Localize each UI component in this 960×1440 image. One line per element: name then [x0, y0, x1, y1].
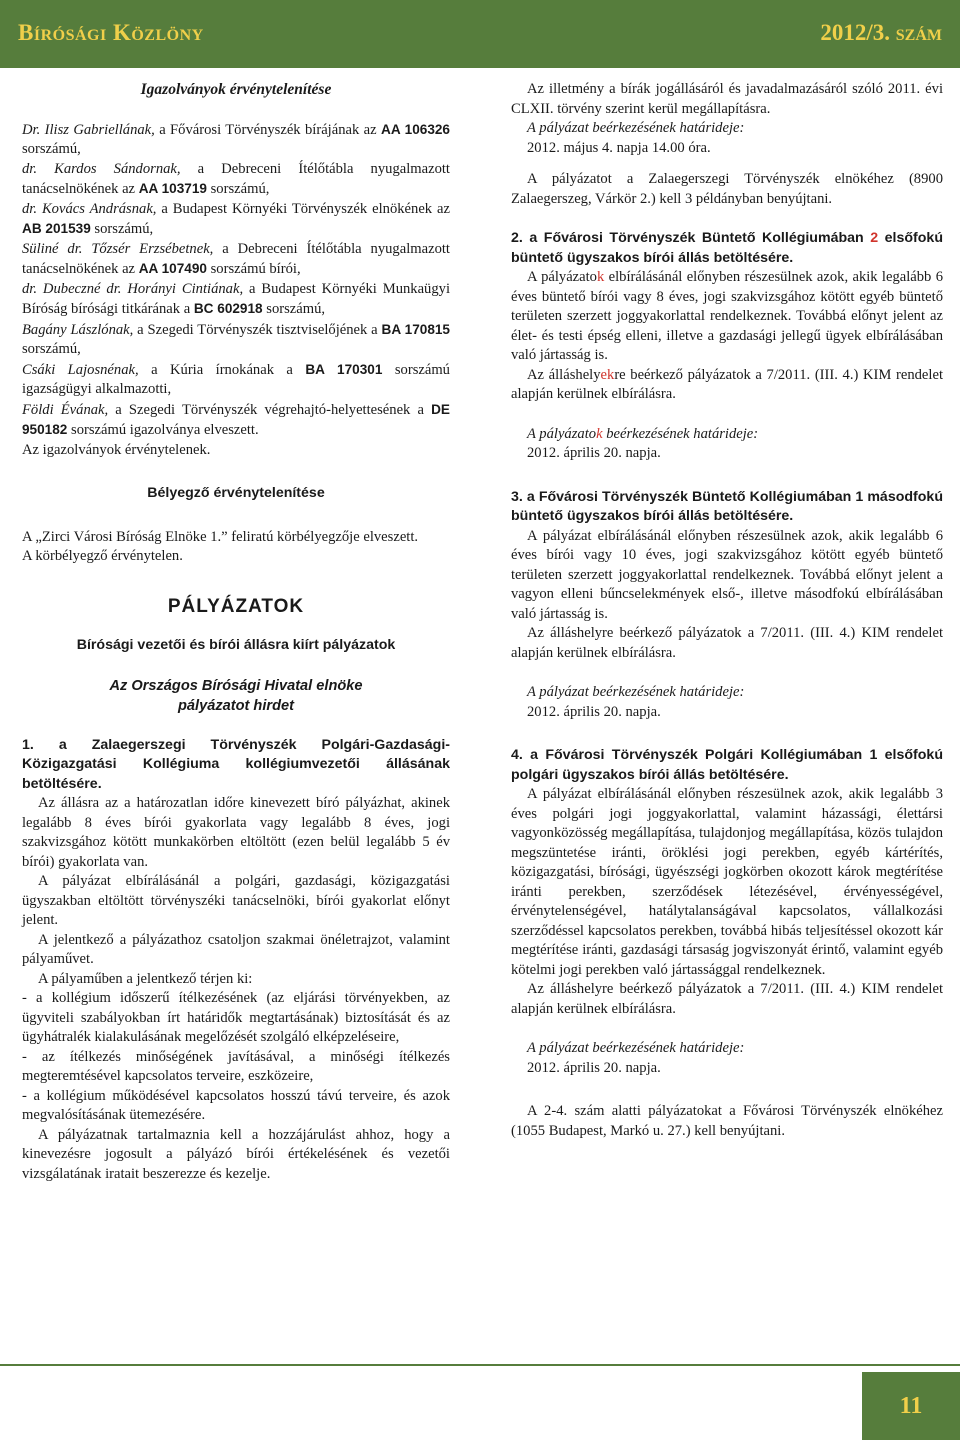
- paragraph: A pályázat elbírálásánál előnyben részesülnek azok, akik legalább 6 éves bírói vagy 10 éves, jogi szakvizsgához kötött egyéb büntető területen szerzett joggyakorlattal rendelkeznek. Továbbá előnyt jelent a vagyon elleni bűncselekmények első-, illetve másodfokú elbírálásában való jártasság is.: [511, 527, 943, 622]
- list-item: - az ítélkezés minőségének javításával, a minőségi ítélkezés megteremtésével kapcsolatos terveire, eszközeire,: [22, 1048, 450, 1084]
- certificate-list: [22, 120, 450, 441]
- issue-word: szám: [895, 20, 942, 45]
- paragraph: Az állásra az a határozatlan időre kinevezett bíró pályázhat, akinek legalább 8 éves bírói gyakorlata vagy legalább 8 éves, jogi szakvizsgához kötött munkakörben eltöltött (ezen belül legalább 5 év bírói) gyakorlata van.: [22, 795, 450, 870]
- palyazatok-subheading: Bírósági vezetői és bírói állásra kiírt pályázatok: [76, 637, 396, 653]
- stamp-invalid-note: A körbélyegző érvénytelen.: [22, 548, 183, 564]
- deadline-value: 2012. április 20. napja.: [527, 445, 661, 461]
- deadline-label: A pályázat beérkezésének határideje:: [527, 684, 745, 700]
- page-header: [0, 0, 960, 68]
- paragraph: A pályázatok elbírálásánál előnyben részesülnek azok, akik legalább 6 éves büntető bírói vagy 8 éves, jogi szakvizsgához kötött egyéb büntető területen szerzett joggyakorlattal rendelkeznek. Továbbá előnyt jelent az élet- és testi épség elleni, illetve a gazdasági jellegű ügyek elbírálásában való jártasság is.: [511, 269, 943, 363]
- certificate-entry: dr. Kardos Sándornak, a Debreceni Ítélőtábla nyugalmazott tanácselnökének az AA 103719 sorszámú,: [22, 160, 450, 197]
- paragraph: Az álláshelyre beérkező pályázatok a 7/2011. (III. 4.) KIM rendelet alapján kerülnek elbírálásra.: [511, 625, 943, 661]
- footer-rule: [0, 1364, 960, 1366]
- issue-number: 2012/3.: [820, 20, 891, 45]
- position-1-title: 1. a Zalaegerszegi Törvényszék Polgári-Gazdasági-Közigazgatási Kollégiuma kollégiumvezetői állásának betöltésére.: [22, 736, 450, 792]
- paragraph: A jelentkező a pályázathoz csatoljon szakmai önéletrajzot, valamint pályaművet.: [22, 931, 450, 967]
- deadline-label: A pályázatok beérkezésének határideje:: [527, 425, 759, 442]
- certificate-entry: Süliné dr. Tőzsér Erzsébetnek, a Debreceni Ítélőtábla nyugalmazott tanácselnökének az AA 107490 sorszámú bírói,: [22, 240, 450, 277]
- deadline-value: 2012. április 20. napja.: [527, 703, 661, 720]
- certificate-entry: Csáki Lajosnénak, a Kúria írnokának a BA 170301 sorszámú igazságügyi alkalmazotti,: [22, 361, 450, 397]
- deadline-label: A pályázat beérkezésének határideje:: [527, 120, 745, 136]
- certificates-invalid-note: Az igazolványok érvénytelenek.: [22, 441, 211, 458]
- deadline-value: 2012. április 20. napja.: [527, 1059, 661, 1076]
- certificate-entry: dr. Kovács Andrásnak, a Budapest Környéki Törvényszék elnökének az AB 201539 sorszámú,: [22, 200, 450, 237]
- deadline-value: 2012. május 4. napja 14.00 óra.: [527, 139, 711, 156]
- paragraph: Az illetmény a bírák jogállásáról és javadalmazásáról szóló 2011. évi CLXII. törvény szerint kerül megállapításra.: [511, 81, 943, 117]
- page-number: 11: [862, 1372, 960, 1440]
- obh-line-1: Az Országos Bírósági Hivatal elnöke: [109, 677, 363, 694]
- certificate-entry: dr. Dubeczné dr. Horányi Cintiának, a Budapest Környéki Munkaügyi Bíróság bírósági titkárának a BC 602918 sorszámú,: [22, 280, 451, 317]
- journal-title: Bírósági Közlöny: [18, 20, 204, 45]
- list-item: - a kollégium működésével kapcsolatos hosszú távú terveire, és azok megvalósításának ütemezésére.: [22, 1087, 450, 1123]
- certificate-entry: Bagány Lászlónak, a Szegedi Törvényszék tisztviselőjének a BA 170815 sorszámú,: [22, 321, 450, 357]
- palyazatok-heading: PÁLYÁZATOK: [167, 595, 305, 617]
- paragraph: A pályaműben a jelentkező térjen ki:: [38, 970, 253, 987]
- stamp-section-title: Bélyegző érvénytelenítése: [147, 485, 325, 501]
- paragraph: A pályázatnak tartalmaznia kell a hozzájárulást ahhoz, hogy a kinevezésre jogosult a pályázó bírói értékelésének és vezetői vizsgálatának iratait beszerezze és kezelje.: [22, 1126, 450, 1182]
- certificate-entry: Dr. Ilisz Gabriellának, a Fővárosi Törvényszék bírájának az AA 106326 sorszámú,: [22, 121, 450, 157]
- list-item: - a kollégium időszerű ítélkezésének (az eljárási törvényekben, az ügyviteli szabályokban írt határidők megtartásának) biztosítását és az ügyhátralék kialakulásának megelőzését szolgáló elképzeléseire,: [22, 990, 450, 1045]
- section-title: Igazolványok érvénytelenítése: [140, 81, 332, 98]
- position-3-title: 3. a Fővárosi Törvényszék Büntető Kollégiumában 1 másodfokú büntető ügyszakos bírói állás betöltésére.: [511, 488, 943, 524]
- certificate-entry: Földi Évának, a Szegedi Törvényszék végrehajtó-helyettesének a DE 950182 sorszámú igazolványa elveszett.: [22, 401, 450, 438]
- deadline-label: A pályázat beérkezésének határideje:: [527, 1040, 745, 1056]
- right-column: [511, 80, 943, 1141]
- paragraph: Az álláshelyekre beérkező pályázatok a 7/2011. (III. 4.) KIM rendelet alapján kerülnek elbírálásra.: [511, 366, 943, 402]
- issue-label: [820, 20, 942, 46]
- paragraph: A pályázatot a Zalaegerszegi Törvényszék elnökéhez (8900 Zalaegerszeg, Várkör 2.) kell 3 példányban benyújtani.: [511, 171, 943, 207]
- obh-line-2: pályázatot hirdet: [178, 697, 294, 714]
- paragraph: A pályázat elbírálásánál előnyben részesülnek azok, akik legalább 3 éves polgári jogi joggyakorlattal, valamint házassági, élettársi vagyonközösség megállapítása, tulajdonjog megállapítása, közös tulajdon megszüntetése iránti, öröklési jogi perekben, egyéb kártérítés, közigazgatási, bírósági, ügyészségi jogkörben okozott károk megtérítése iránti perekben, szerződések létezésével, érvényességével, érvénytelenségével, hatálytalanságával kapcsolatos, vállalkozási szerződéssel kapcsolatos perekben, továbbá hibás teljesítéssel okozott kár megtérítése iránti, gazdasági társaság jogviszonyát érintő, valamint egyéb kötelmi jogi perekben való jártassággal rendelkeznek.: [511, 786, 943, 978]
- stamp-text: A „Zirci Városi Bíróság Elnöke 1.” feliratú körbélyegzője elveszett.: [22, 528, 419, 545]
- paragraph: Az álláshelyre beérkező pályázatok a 7/2011. (III. 4.) KIM rendelet alapján kerülnek elbírálásra.: [511, 981, 943, 1017]
- position-4-title: 4. a Fővárosi Törvényszék Polgári Kollégiumában 1 elsőfokú polgári ügyszakos bírói állás betöltésére.: [511, 747, 943, 783]
- left-column: [22, 80, 450, 1184]
- position-2-title: 2. a Fővárosi Törvényszék Büntető Kollégiumában 2 elsőfokú büntető ügyszakos bírói állás betöltésére.: [511, 230, 943, 266]
- paragraph: A pályázat elbírálásánál a polgári, gazdasági, közigazgatási ügyszakban eltöltött törvényszéki tanácselnöki, bírói gyakorlat előnyt jelent.: [22, 873, 450, 928]
- closing-paragraph: A 2-4. szám alatti pályázatokat a Fővárosi Törvényszék elnökéhez (1055 Budapest, Markó u. 27.) kell benyújtani.: [511, 1103, 943, 1139]
